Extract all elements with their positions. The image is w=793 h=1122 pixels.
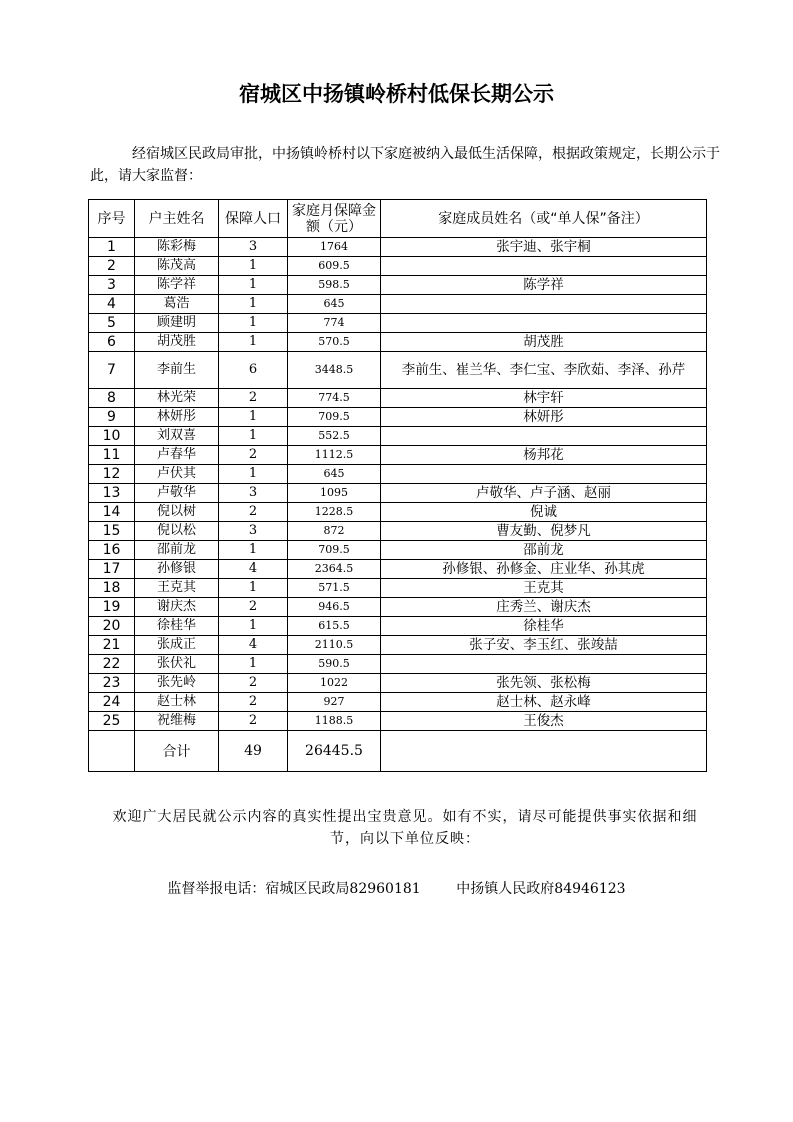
cell-members: 庄秀兰、谢庆杰 [381, 598, 707, 617]
cell-persons: 2 [219, 712, 288, 731]
intro-paragraph: 经宿城区民政局审批，中扬镇岭桥村以下家庭被纳入最低生活保障，根据政策规定，长期公示于此，请大家监督： [90, 146, 720, 184]
cell-seq: 5 [89, 314, 135, 333]
table-row [89, 674, 707, 693]
cell-amount: 774.5 [288, 389, 381, 408]
cell-seq: 25 [89, 712, 135, 731]
table-row [89, 238, 707, 257]
cell-head-name: 陈茂高 [135, 257, 219, 276]
table-row [89, 579, 707, 598]
table-row [89, 712, 707, 731]
cell-persons: 4 [219, 560, 288, 579]
cell-amount: 598.5 [288, 276, 381, 295]
cell-head-name: 陈学祥 [135, 276, 219, 295]
cell-seq: 13 [89, 484, 135, 503]
cell-head-name: 张伏礼 [135, 655, 219, 674]
cell-amount: 774 [288, 314, 381, 333]
cell-members [381, 257, 707, 276]
feedback-note: 欢迎广大居民就公示内容的真实性提出宝贵意见。如有不实，请尽可能提供事实依据和细节，向以下单位反映： [112, 809, 698, 847]
cell-members [381, 465, 707, 484]
cell-seq: 16 [89, 541, 135, 560]
cell-persons: 1 [219, 333, 288, 352]
header-members: 家庭成员姓名（或“单人保”备注） [381, 200, 707, 238]
table-row [89, 598, 707, 617]
cell-amount: 2110.5 [288, 636, 381, 655]
cell-head-name: 孙修银 [135, 560, 219, 579]
cell-seq: 19 [89, 598, 135, 617]
cell-head-name: 顾建明 [135, 314, 219, 333]
cell-members: 曹友勤、倪梦凡 [381, 522, 707, 541]
header-persons: 保障人口 [219, 200, 288, 238]
cell-head-name: 陈彩梅 [135, 238, 219, 257]
cell-persons: 2 [219, 389, 288, 408]
table-row [89, 333, 707, 352]
total-members-blank [381, 731, 707, 772]
cell-amount: 1112.5 [288, 446, 381, 465]
cell-amount: 1188.5 [288, 712, 381, 731]
cell-amount: 615.5 [288, 617, 381, 636]
cell-head-name: 刘双喜 [135, 427, 219, 446]
cell-head-name: 张成正 [135, 636, 219, 655]
cell-persons: 2 [219, 503, 288, 522]
cell-members: 赵士林、赵永峰 [381, 693, 707, 712]
cell-persons: 1 [219, 314, 288, 333]
cell-persons: 2 [219, 598, 288, 617]
cell-amount: 645 [288, 465, 381, 484]
cell-members [381, 427, 707, 446]
cell-seq: 10 [89, 427, 135, 446]
cell-persons: 1 [219, 276, 288, 295]
cell-members: 倪诚 [381, 503, 707, 522]
total-row [89, 731, 707, 772]
header-head-name: 户主姓名 [135, 200, 219, 238]
cell-members: 林宇轩 [381, 389, 707, 408]
cell-amount: 872 [288, 522, 381, 541]
cell-amount: 946.5 [288, 598, 381, 617]
cell-members: 徐桂华 [381, 617, 707, 636]
cell-head-name: 邵前龙 [135, 541, 219, 560]
cell-persons: 3 [219, 238, 288, 257]
table-row [89, 560, 707, 579]
table-row [89, 352, 707, 389]
cell-members: 林妍彤 [381, 408, 707, 427]
cell-seq: 4 [89, 295, 135, 314]
cell-members: 王俊杰 [381, 712, 707, 731]
cell-amount: 927 [288, 693, 381, 712]
cell-amount: 552.5 [288, 427, 381, 446]
cell-members: 胡茂胜 [381, 333, 707, 352]
cell-seq: 20 [89, 617, 135, 636]
cell-members [381, 655, 707, 674]
cell-persons: 2 [219, 693, 288, 712]
total-amount: 26445.5 [288, 731, 381, 772]
cell-persons: 1 [219, 655, 288, 674]
cell-head-name: 倪以松 [135, 522, 219, 541]
cell-head-name: 胡茂胜 [135, 333, 219, 352]
cell-members: 张宇迪、张宇桐 [381, 238, 707, 257]
cell-amount: 1764 [288, 238, 381, 257]
cell-persons: 1 [219, 579, 288, 598]
table-row [89, 465, 707, 484]
cell-head-name: 王克其 [135, 579, 219, 598]
header-amount: 家庭月保障金额（元） [288, 200, 381, 238]
table-row [89, 636, 707, 655]
cell-head-name: 葛浩 [135, 295, 219, 314]
cell-amount: 1095 [288, 484, 381, 503]
table-row [89, 427, 707, 446]
cell-persons: 1 [219, 541, 288, 560]
cell-amount: 1022 [288, 674, 381, 693]
cell-seq: 17 [89, 560, 135, 579]
table-row [89, 541, 707, 560]
cell-seq: 9 [89, 408, 135, 427]
cell-head-name: 祝维梅 [135, 712, 219, 731]
cell-head-name: 卢伏其 [135, 465, 219, 484]
cell-seq: 8 [89, 389, 135, 408]
cell-persons: 1 [219, 295, 288, 314]
cell-persons: 1 [219, 427, 288, 446]
cell-head-name: 倪以树 [135, 503, 219, 522]
cell-persons: 2 [219, 446, 288, 465]
cell-members: 张子安、李玉红、张竣喆 [381, 636, 707, 655]
cell-head-name: 张先岭 [135, 674, 219, 693]
cell-seq: 24 [89, 693, 135, 712]
cell-members: 邵前龙 [381, 541, 707, 560]
cell-seq: 12 [89, 465, 135, 484]
cell-amount: 709.5 [288, 408, 381, 427]
page-title: 宿城区中扬镇岭桥村低保长期公示 [239, 82, 554, 106]
total-label: 合计 [135, 731, 219, 772]
cell-amount: 2364.5 [288, 560, 381, 579]
cell-persons: 1 [219, 257, 288, 276]
table-row [89, 617, 707, 636]
cell-head-name: 林妍彤 [135, 408, 219, 427]
cell-members: 陈学祥 [381, 276, 707, 295]
cell-head-name: 林光荣 [135, 389, 219, 408]
header-seq: 序号 [89, 200, 135, 238]
table-body [89, 238, 707, 731]
cell-persons: 3 [219, 522, 288, 541]
table-row [89, 446, 707, 465]
table-row [89, 408, 707, 427]
contact-line [0, 878, 793, 898]
cell-members: 王克其 [381, 579, 707, 598]
cell-members [381, 314, 707, 333]
cell-members: 张先领、张松梅 [381, 674, 707, 693]
table-row [89, 484, 707, 503]
contact-label: 监督举报电话： [167, 881, 266, 897]
cell-amount: 709.5 [288, 541, 381, 560]
contact-town-gov: 中扬镇人民政府84946123 [456, 881, 626, 897]
cell-amount: 645 [288, 295, 381, 314]
table-row [89, 314, 707, 333]
cell-members: 李前生、崔兰华、李仁宝、李欣茹、李泽、孙芹 [381, 352, 707, 389]
cell-head-name: 李前生 [135, 352, 219, 389]
cell-head-name: 谢庆杰 [135, 598, 219, 617]
cell-seq: 11 [89, 446, 135, 465]
cell-amount: 609.5 [288, 257, 381, 276]
cell-amount: 590.5 [288, 655, 381, 674]
table-row [89, 295, 707, 314]
cell-amount: 571.5 [288, 579, 381, 598]
subsidy-table [88, 199, 707, 772]
cell-head-name: 卢敬华 [135, 484, 219, 503]
cell-persons: 1 [219, 617, 288, 636]
cell-persons: 1 [219, 408, 288, 427]
cell-seq: 1 [89, 238, 135, 257]
total-blank [89, 731, 135, 772]
cell-persons: 2 [219, 674, 288, 693]
table-row [89, 503, 707, 522]
cell-seq: 18 [89, 579, 135, 598]
table-row [89, 276, 707, 295]
table-row [89, 693, 707, 712]
cell-seq: 14 [89, 503, 135, 522]
cell-members: 卢敬华、卢子涵、赵丽 [381, 484, 707, 503]
cell-amount: 3448.5 [288, 352, 381, 389]
table-row [89, 257, 707, 276]
table-row [89, 522, 707, 541]
cell-seq: 3 [89, 276, 135, 295]
table-row [89, 655, 707, 674]
cell-persons: 3 [219, 484, 288, 503]
cell-head-name: 赵士林 [135, 693, 219, 712]
table-header-row [89, 200, 707, 238]
cell-members: 孙修银、孙修金、庄业华、孙其虎 [381, 560, 707, 579]
cell-persons: 1 [219, 465, 288, 484]
table-row [89, 389, 707, 408]
cell-seq: 22 [89, 655, 135, 674]
cell-seq: 6 [89, 333, 135, 352]
cell-seq: 21 [89, 636, 135, 655]
cell-seq: 23 [89, 674, 135, 693]
cell-head-name: 卢春华 [135, 446, 219, 465]
cell-amount: 570.5 [288, 333, 381, 352]
cell-members: 杨邦花 [381, 446, 707, 465]
cell-amount: 1228.5 [288, 503, 381, 522]
cell-persons: 6 [219, 352, 288, 389]
total-persons: 49 [219, 731, 288, 772]
cell-head-name: 徐桂华 [135, 617, 219, 636]
cell-persons: 4 [219, 636, 288, 655]
cell-seq: 7 [89, 352, 135, 389]
cell-seq: 2 [89, 257, 135, 276]
cell-members [381, 295, 707, 314]
contact-civil-affairs: 宿城区民政局82960181 [265, 881, 421, 897]
cell-seq: 15 [89, 522, 135, 541]
